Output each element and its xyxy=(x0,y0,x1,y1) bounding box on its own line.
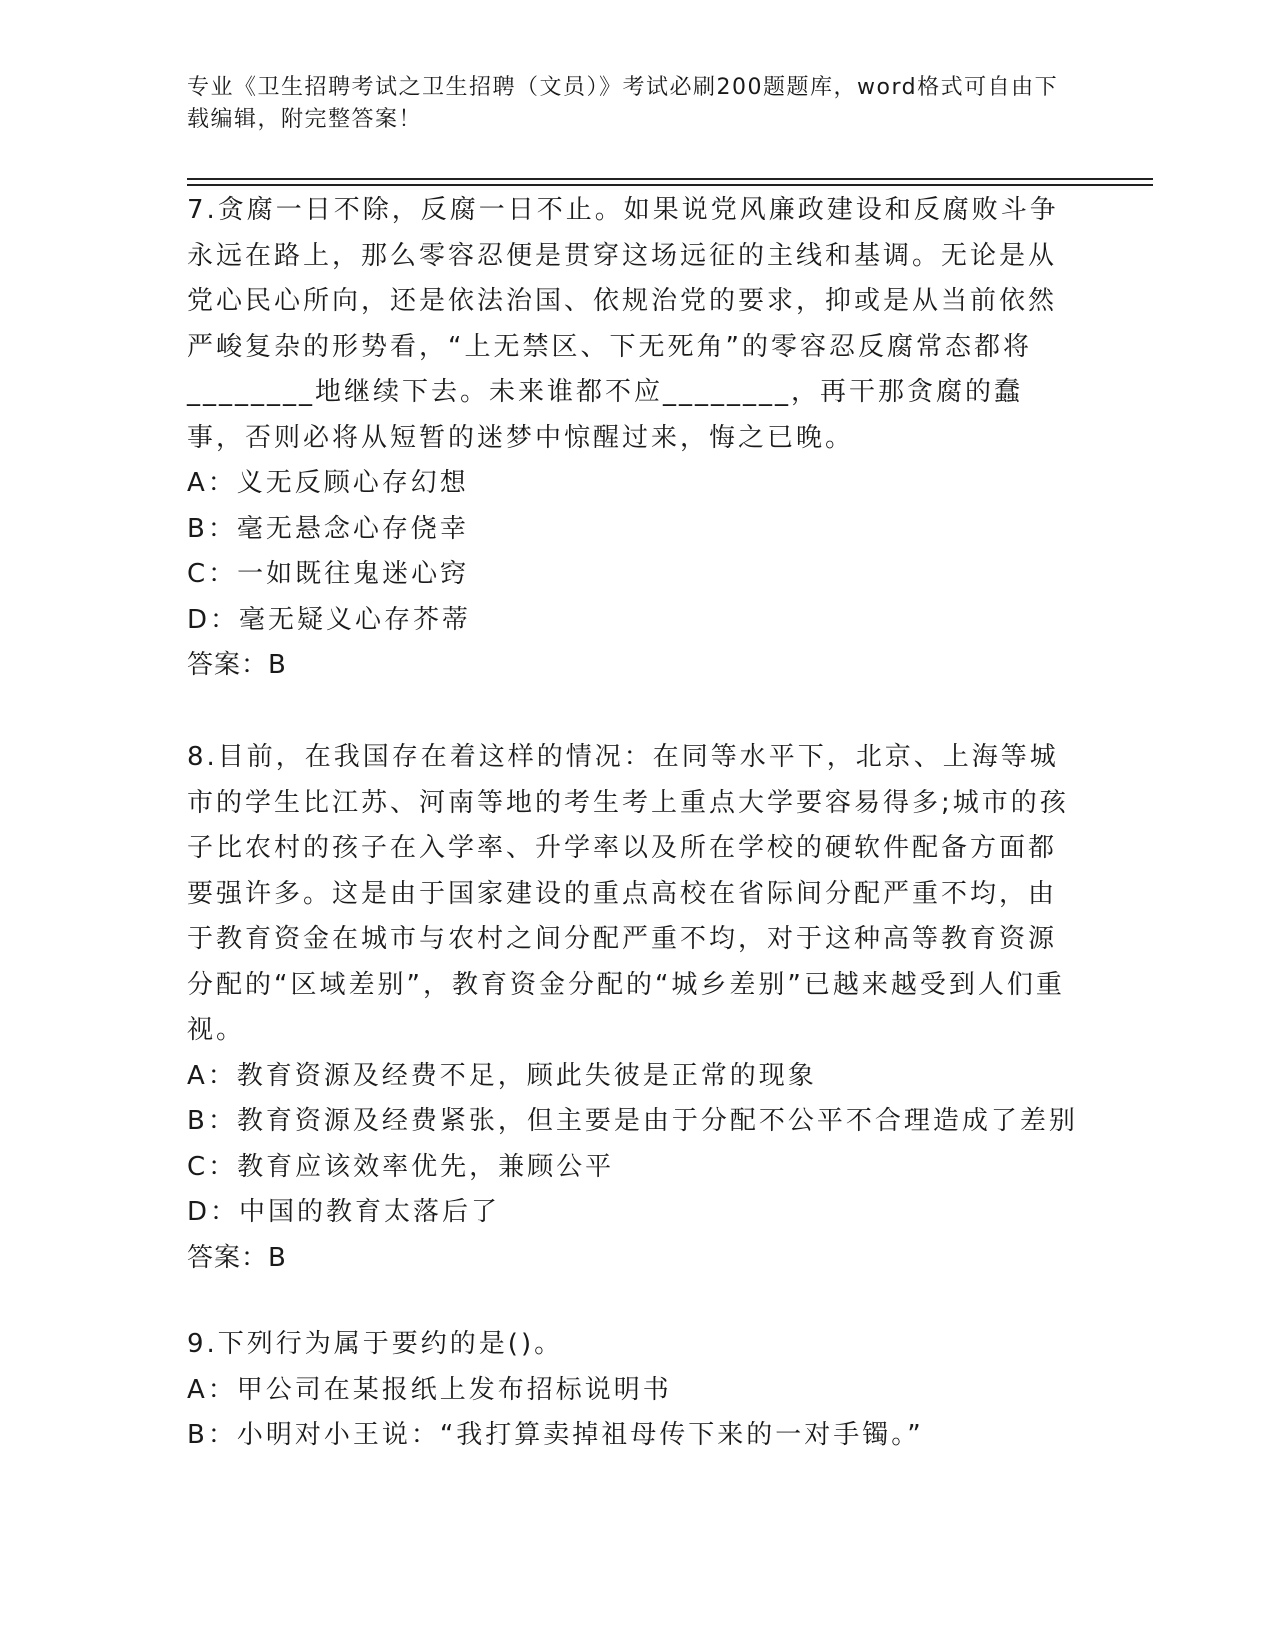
option-a: A：教育资源及经费不足，顾此失彼是正常的现象 xyxy=(187,1060,817,1091)
option-b: B：毫无悬念心存侥幸 xyxy=(187,513,469,544)
option-c: C：一如既往鬼迷心窍 xyxy=(187,559,470,589)
document-header: 专业《卫生招聘考试之卫生招聘（文员）》考试必刷200题题库，word格式可自由下载编辑，附完整答案！ xyxy=(187,75,1059,132)
option-c: C：教育应该效率优先，兼顾公平 xyxy=(187,1151,615,1182)
option-d: D：毫无疑义心存芥蒂 xyxy=(187,604,472,635)
question-9 xyxy=(187,1322,1077,1459)
option-a: A：义无反顾心存幻想 xyxy=(187,468,469,498)
question-stem: 8.目前，在我国存在着这样的情况：在同等水平下，北京、上海等城市的学生比江苏、河南等地的考生考上重点大学要容易得多;城市的孩子比农村的孩子在入学率、升学率以及所在学校的硬软件配备方面都要强许多。这是由于国家建设的重点高校在省际间分配严重不均，由于教育资金在城市与农村之间分配严重不均，对于这种高等教育资源分配的“区域差别”，教育资金分配的“城乡差别”已越来越受到人们重视。 xyxy=(187,742,1069,1045)
option-d: D：中国的教育太落后了 xyxy=(187,1197,501,1227)
option-a: A：甲公司在某报纸上发布招标说明书 xyxy=(187,1374,672,1405)
option-b: B：教育资源及经费紧张，但主要是由于分配不公平不合理造成了差别 xyxy=(187,1106,1078,1136)
answer: 答案：B xyxy=(187,650,287,680)
question-stem: 7.贪腐一日不除，反腐一日不止。如果说党风廉政建设和反腐败斗争永远在路上，那么零容忍便是贯穿这场远征的主线和基调。无论是从党心民心所向，还是依法治国、依规治党的要求，抑或是从当前依然严峻复杂的形势看，“上无禁区、下无死角”的零容忍反腐常态都将________地继续下去。未来谁都不应________，再干那贪腐的蠢事，否则必将从短暂的迷梦中惊醒过来，悔之已晚。 xyxy=(187,195,1059,453)
question-stem: 9.下列行为属于要约的是()。 xyxy=(187,1329,564,1359)
question-7 xyxy=(187,188,1077,689)
header-divider-bottom xyxy=(187,184,1153,186)
answer: 答案：B xyxy=(187,1242,287,1273)
question-8 xyxy=(187,735,1077,1281)
header-divider-top xyxy=(187,178,1153,180)
option-b: B：小明对小王说：“我打算卖掉祖母传下来的一对手镯。” xyxy=(187,1420,924,1450)
